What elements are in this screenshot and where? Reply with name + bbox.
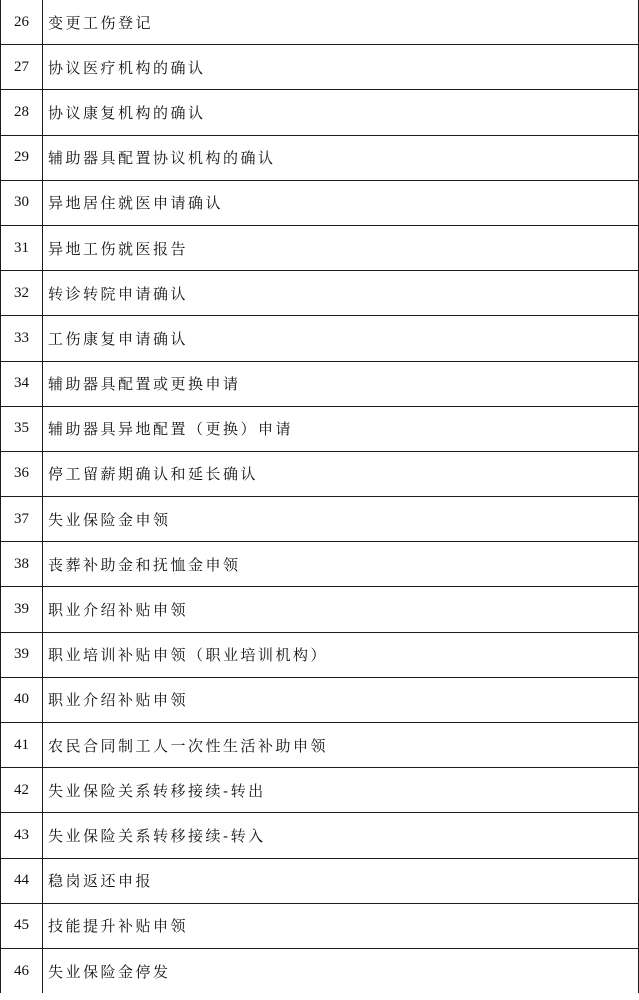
table-row — [1, 451, 639, 496]
service-item-name-cell: 辅助器具配置协议机构的确认 — [43, 135, 639, 180]
table-body — [1, 0, 639, 993]
row-number-cell: 46 — [1, 948, 43, 993]
row-number-cell: 32 — [1, 271, 43, 316]
table-row — [1, 723, 639, 768]
service-item-name-cell: 失业保险关系转移接续-转入 — [43, 813, 639, 858]
table-row — [1, 948, 639, 993]
row-number-cell: 38 — [1, 542, 43, 587]
service-item-name-cell: 转诊转院申请确认 — [43, 271, 639, 316]
table-row — [1, 903, 639, 948]
row-number-cell: 26 — [1, 0, 43, 45]
service-item-name-cell: 失业保险金停发 — [43, 948, 639, 993]
service-item-name-cell: 协议康复机构的确认 — [43, 90, 639, 135]
service-item-name-cell: 失业保险金申领 — [43, 497, 639, 542]
table-row — [1, 587, 639, 632]
row-number-cell: 37 — [1, 497, 43, 542]
service-item-name-cell: 辅助器具异地配置（更换）申请 — [43, 406, 639, 451]
table-row — [1, 406, 639, 451]
service-item-name-cell: 失业保险关系转移接续-转出 — [43, 768, 639, 813]
service-item-name-cell: 丧葬补助金和抚恤金申领 — [43, 542, 639, 587]
service-item-name-cell: 变更工伤登记 — [43, 0, 639, 45]
row-number-cell: 39 — [1, 632, 43, 677]
table-row — [1, 497, 639, 542]
row-number-cell: 35 — [1, 406, 43, 451]
row-number-cell: 43 — [1, 813, 43, 858]
table-row — [1, 0, 639, 45]
row-number-cell: 33 — [1, 316, 43, 361]
row-number-cell: 41 — [1, 723, 43, 768]
row-number-cell: 45 — [1, 903, 43, 948]
service-item-name-cell: 职业介绍补贴申领 — [43, 677, 639, 722]
row-number-cell: 44 — [1, 858, 43, 903]
service-item-name-cell: 农民合同制工人一次性生活补助申领 — [43, 723, 639, 768]
table-row — [1, 542, 639, 587]
service-item-name-cell: 停工留薪期确认和延长确认 — [43, 451, 639, 496]
service-item-name-cell: 稳岗返还申报 — [43, 858, 639, 903]
row-number-cell: 40 — [1, 677, 43, 722]
row-number-cell: 34 — [1, 361, 43, 406]
row-number-cell: 39 — [1, 587, 43, 632]
table-row — [1, 858, 639, 903]
row-number-cell: 36 — [1, 451, 43, 496]
row-number-cell: 42 — [1, 768, 43, 813]
table-row — [1, 677, 639, 722]
row-number-cell: 31 — [1, 225, 43, 270]
table-row — [1, 45, 639, 90]
table-row — [1, 361, 639, 406]
row-number-cell: 27 — [1, 45, 43, 90]
service-item-name-cell: 异地居住就医申请确认 — [43, 180, 639, 225]
service-item-name-cell: 职业培训补贴申领（职业培训机构） — [43, 632, 639, 677]
table-row — [1, 316, 639, 361]
table-row — [1, 813, 639, 858]
service-item-name-cell: 辅助器具配置或更换申请 — [43, 361, 639, 406]
table-row — [1, 90, 639, 135]
table-row — [1, 271, 639, 316]
table-row — [1, 632, 639, 677]
service-item-name-cell: 异地工伤就医报告 — [43, 225, 639, 270]
table-row — [1, 768, 639, 813]
table-row — [1, 135, 639, 180]
service-item-name-cell: 技能提升补贴申领 — [43, 903, 639, 948]
table-row — [1, 180, 639, 225]
service-item-name-cell: 职业介绍补贴申领 — [43, 587, 639, 632]
row-number-cell: 28 — [1, 90, 43, 135]
row-number-cell: 29 — [1, 135, 43, 180]
service-item-name-cell: 工伤康复申请确认 — [43, 316, 639, 361]
row-number-cell: 30 — [1, 180, 43, 225]
service-item-name-cell: 协议医疗机构的确认 — [43, 45, 639, 90]
table-row — [1, 225, 639, 270]
